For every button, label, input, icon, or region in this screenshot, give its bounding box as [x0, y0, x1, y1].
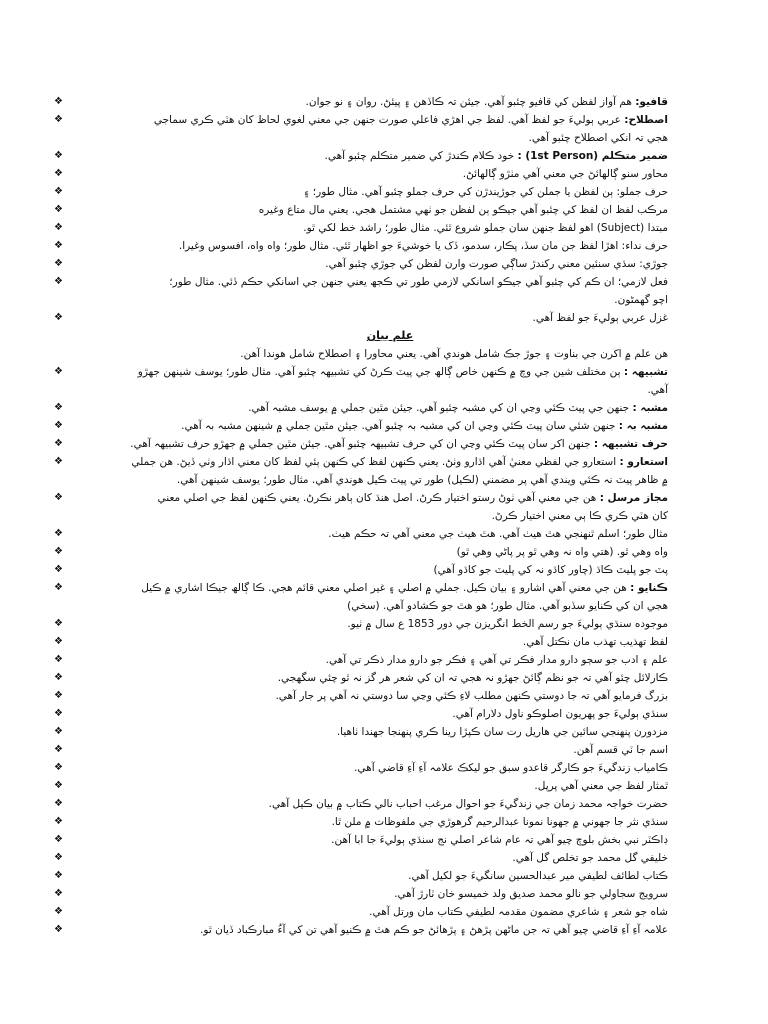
text-line — [54, 219, 668, 237]
bullet-icon: ❖ — [54, 420, 63, 431]
line-text: غزل عربي ٻوليءَ جو لفظ آهي. — [532, 312, 668, 324]
line-text: جوڙي: سڌي سنئين معني رکندڙ ساڳي صورت وارن لفظن کي جوڙي چئبو آهي. — [325, 258, 668, 270]
bullet-icon: ❖ — [54, 168, 63, 179]
line-text: مثال طور؛ اسلم ٿنهنجي هٿ هيٺ آهي. هٿ هيٺ جي معني آهي تہ حڪم هيٺ. — [328, 528, 668, 540]
text-line — [54, 867, 668, 885]
line-text: ٻن مختلف شين جي وچ ۾ ڪنهن خاص ڳالھ جي پيٽ ڪرڻ کي تشبيهہ چئبو آهي. مثال طور؛ يوسف شينهن جهڙو — [137, 366, 621, 378]
line-text: موجوده سنڌي ٻوليءَ جو رسم الخط انگريزن جي دور 1853 ع سال ۾ ٺيو. — [347, 618, 668, 630]
line-text: خليفي گل محمد جو تخلص گل آهي. — [512, 852, 668, 864]
bullet-icon: ❖ — [54, 492, 63, 503]
line-text: حرف جملو: ٻن لفظن يا جملن کي جوڙيندڙن کي حرف جملو چئبو آهي. مثال طور؛ ۽ — [303, 186, 668, 198]
term-label: قافيو: — [635, 96, 668, 108]
line-text: حرف نداء: اهڙا لفظ جن مان سڏ، پڪار، سدمو، ڏک يا خوشيءَ جو اظهار ٿئي. مثال طور؛ واه واه، افسوس وغيرا. — [178, 240, 668, 252]
term-label: مشبہ : — [632, 402, 668, 414]
text-line — [112, 345, 668, 363]
bullet-icon: ❖ — [54, 312, 63, 323]
text-line — [54, 201, 668, 219]
bullet-icon: ❖ — [54, 204, 63, 215]
bullet-icon: ❖ — [54, 276, 63, 287]
line-text: مرڪب لفظ ان لفظ کي چئبو آهي جيڪو ٻن لفظن جو ٺهي مشتمل هجي. يعني مال متاع وغيره — [258, 204, 668, 216]
term-label: حرف تشبيهہ : — [593, 438, 668, 450]
text-line — [112, 597, 668, 615]
text-line — [54, 759, 668, 777]
line-text: هجي تہ انکي اصطلاح چئبو آهي. — [528, 132, 668, 144]
text-line — [112, 507, 668, 525]
text-line — [112, 471, 668, 489]
line-text: ڪتاب لطائف لطيفي مير عبدالحسين سانگيءَ جو لکيل آهي. — [408, 870, 668, 882]
term-label: مجاز مرسل : — [599, 492, 668, 504]
text-line — [54, 687, 668, 705]
line-text: پٽ جو پليٽ ڪاڌ (چاور کاڌو نہ کي پليٽ جو کاڌو آهي) — [433, 564, 668, 576]
bullet-icon: ❖ — [54, 402, 63, 413]
bullet-icon: ❖ — [54, 564, 63, 575]
text-line — [54, 453, 668, 471]
text-line — [112, 291, 668, 309]
text-line — [54, 363, 668, 381]
line-text: خود ڪلام ڪندڙ کي ضمير متڪلم چئبو آهي. — [324, 150, 515, 162]
document-body — [54, 93, 668, 939]
text-line — [112, 381, 668, 399]
bullet-icon: ❖ — [54, 150, 63, 161]
bullet-icon: ❖ — [54, 852, 63, 863]
text-line — [54, 111, 668, 129]
line-text: هن جي معني آهي ٺوڻ رستو اختيار ڪرڻ. اصل هنڌ کان ٻاهر نڪرڻ. يعني ڪنهن لفظ جي اصلي معني — [157, 492, 597, 504]
notes-list-part2 — [54, 345, 668, 939]
bullet-icon: ❖ — [54, 618, 63, 629]
bullet-icon: ❖ — [54, 240, 63, 251]
text-line — [54, 723, 668, 741]
term-label: ڪنايو : — [630, 582, 668, 594]
bullet-icon: ❖ — [54, 438, 63, 449]
bullet-icon: ❖ — [54, 222, 63, 233]
text-line — [54, 93, 668, 111]
line-text: سنڌي نثر جا جهوني ۾ جهونا نمونا عبدالرحيم گرهوڙي جي ملفوظات ۾ ملن ٿا. — [331, 816, 668, 828]
line-text: محاور سنو ڳالهائڻ جي معني آهي مٺڙو ڳالهائڻ. — [462, 168, 668, 180]
text-line — [54, 561, 668, 579]
text-line — [54, 921, 668, 939]
line-text: هن جي معني آهي اشارو ۽ بيان ڪيل. جملي ۾ اصلي ۽ غير اصلي معني قائم هجي. ڪا ڳالھ جيڪا اشاري ۾ ڪيل — [141, 582, 627, 594]
text-line — [54, 741, 668, 759]
bullet-icon: ❖ — [54, 762, 63, 773]
bullet-icon: ❖ — [54, 186, 63, 197]
bullet-icon: ❖ — [54, 114, 63, 125]
text-line — [54, 579, 668, 597]
line-text: جنهن اکر سان پيٽ ڪئي وڃي ان کي حرف تشبيهہ چئبو آهي. جيئن مٿين جملي ۾ جهڙو حرف تشبيهہ آهي. — [130, 438, 591, 450]
line-text: اسم جا ٽي قسم آهن. — [573, 744, 668, 756]
line-text: مزدورن پنهنجي سائين جي هاريل رت سان ڪپڙا رينا ڪري پنهنجا جهندا ٺاهيا. — [336, 726, 668, 738]
line-text: لفظ تهذيب تهذب مان نڪتل آهي. — [522, 636, 668, 648]
line-text: ڊاڪٽر نبي بخش بلوچ چيو آهي تہ عام شاعر اصلي نج سنڌي ٻوليءَ جا ابا آهن. — [331, 834, 668, 846]
line-text: کان هٽي ڪري ڪا ٻي معني اختيار ڪرڻ. — [491, 510, 668, 522]
line-text: فعل لازمي؛ ان ڪم کي چئبو آهي جيڪو اسانکي لازمي طور تي ڪجھ يعني جنهن جي اسانکي حڪم ڏئي. مثال طور؛ — [169, 276, 668, 288]
bullet-icon: ❖ — [54, 726, 63, 737]
text-line — [54, 777, 668, 795]
bullet-icon: ❖ — [54, 708, 63, 719]
term-label: تشبيهہ : — [623, 366, 668, 378]
text-line — [54, 489, 668, 507]
line-text: سنڌي ٻوليءَ جو پهريون اصلوڪو ناول دلارام آهي. — [452, 708, 668, 720]
line-text: مبتدا (Subject) اهو لفظ جنهن سان جملو شروع ٿئي. مثال طور؛ راشد خط لکي ٿو. — [303, 222, 668, 234]
line-text: هجي ان کي ڪنايو سڏبو آهي. مثال طور؛ هو هٿ جو ڪشادو آهي. (سخي) — [347, 600, 668, 612]
line-text: ڪارلائل چئو آهي تہ جو نظم ڳائڻ جهڙو نہ هجي تہ ان کي شعر هر گز نہ ٿو چئي سگهجي. — [277, 672, 668, 684]
bullet-icon: ❖ — [54, 528, 63, 539]
text-line — [54, 633, 668, 651]
text-line — [54, 813, 668, 831]
bullet-icon: ❖ — [54, 582, 63, 593]
line-text: عربي ٻوليءَ جو لفظ آهي. لفظ جي اهڙي فاعلي صورت جنهن جي معني لغوي لحاظ کان هٽي ڪري سماجي — [153, 114, 621, 126]
text-line — [54, 237, 668, 255]
bullet-icon: ❖ — [54, 672, 63, 683]
text-line — [54, 669, 668, 687]
text-line — [54, 615, 668, 633]
bullet-icon: ❖ — [54, 366, 63, 377]
text-line — [112, 129, 668, 147]
text-line — [54, 903, 668, 921]
text-line — [54, 849, 668, 867]
line-text: هم آواز لفظن کي قافيو چئبو آهي. جيئن تہ ڪاڏهن ۽ پيئڻ. روان ۽ نو جوان. — [305, 96, 632, 108]
term-label: اصطلاح: — [624, 114, 668, 126]
line-text: واه وهي ٿو. (هتي واه نہ وهي ٿو پر پاڻي وهي ٿو) — [456, 546, 668, 558]
line-text: ٿمثار لفظ جي معني آهي پرپل. — [534, 780, 668, 792]
text-line — [54, 831, 668, 849]
bullet-icon: ❖ — [54, 636, 63, 647]
line-text: شاه جو شعر ۽ شاعري مضمون مقدمہ لطيفي ڪتاب مان ورتل آهي. — [369, 906, 668, 918]
text-line — [54, 543, 668, 561]
text-line — [54, 651, 668, 669]
bullet-icon: ❖ — [54, 924, 63, 935]
text-line — [54, 795, 668, 813]
line-text: جنهن شئي سان پيٽ ڪئي وڃي ان کي مشبہ بہ چئبو آهي. جيئن مٿين جملي ۾ شينهن مشبہ بہ آهي. — [181, 420, 616, 432]
text-line — [54, 273, 668, 291]
text-line — [54, 255, 668, 273]
bullet-icon: ❖ — [54, 816, 63, 827]
line-text: سرويج سجاولي جو نالو محمد صديق ولد خميسو خان ٽارڙ آهي. — [394, 888, 668, 900]
line-text: جنهن جي پيٽ ڪئي وڃي ان کي مشبہ چئبو آهي. جيئن مٿين جملي ۾ يوسف مشبہ آهي. — [248, 402, 630, 414]
line-text: بزرگ فرمايو آهي تہ جا دوستي ڪنهن مطلب لاءِ ڪئي وڃي سا دوستي نہ آهي پر جار آهي. — [275, 690, 668, 702]
text-line — [54, 885, 668, 903]
line-text: استعارو جي لفظي معنيٰ آهي اڌارو وٺڻ. يعني ڪنهن لفظ کي ڪنهن ٻئي لفظ کان معني اڌار وٺي ڏيڻ. هن جملي — [131, 456, 617, 468]
line-text: حضرت خواجہ محمد زمان جي زندگيءَ جو احوال مرغب احباب نالي ڪتاب ۾ بيان ڪيل آهي. — [268, 798, 668, 810]
term-label: استعارو : — [619, 456, 668, 468]
line-text: ڪامياب زندگيءَ جو ڪارگر قاعدو سبق جو ليکڪ علامہ آءِ آءِ قاضي آهي. — [354, 762, 668, 774]
term-label: ضمير متڪلم (1st Person) : — [517, 150, 668, 162]
bullet-icon: ❖ — [54, 690, 63, 701]
line-text: آهي. — [647, 384, 668, 396]
bullet-icon: ❖ — [54, 96, 63, 107]
bullet-icon: ❖ — [54, 870, 63, 881]
bullet-icon: ❖ — [54, 654, 63, 665]
section-title: علم بيان — [366, 329, 414, 342]
text-line — [54, 705, 668, 723]
bullet-icon: ❖ — [54, 834, 63, 845]
bullet-icon: ❖ — [54, 456, 63, 467]
text-line — [54, 147, 668, 165]
text-line — [54, 525, 668, 543]
bullet-icon: ❖ — [54, 798, 63, 809]
line-text: ۾ ظاهر پيٽ نہ ڪئي ويندي آهي پر مضمني (لڪيل) طور تي پيٽ ڪيل هوندي آهي. مثال طور؛ يوسف شينهن آهي. — [176, 474, 668, 486]
bullet-icon: ❖ — [54, 258, 63, 269]
bullet-icon: ❖ — [54, 744, 63, 755]
bullet-icon: ❖ — [54, 546, 63, 557]
text-line — [54, 399, 668, 417]
text-line — [54, 183, 668, 201]
term-label: مشبہ بہ : — [618, 420, 668, 432]
text-line — [54, 165, 668, 183]
bullet-icon: ❖ — [54, 888, 63, 899]
line-text: علامہ آءِ آءِ قاضي چيو آهي تہ جن ماڻهن پڙهڻ ۽ پڙهائڻ جو ڪم هٿ ۾ ڪنيو آهي تن کي آءُ مبارڪباد ڏيان ٿو. — [200, 924, 668, 936]
line-text: علم ۽ ادب جو سڄو دارو مدار فڪر تي آهي ۽ فڪر جو دارو مدار ذڪر تي آهي. — [325, 654, 668, 666]
text-line — [54, 309, 668, 327]
bullet-icon: ❖ — [54, 906, 63, 917]
bullet-icon: ❖ — [54, 780, 63, 791]
notes-list-part1 — [54, 93, 668, 327]
text-line — [54, 435, 668, 453]
text-line — [54, 417, 668, 435]
line-text: هن علم ۾ اکرن جي بناوت ۽ جوڙ جڪ شامل هوندي آهي. يعني محاورا ۽ اصطلاح شامل هوندا آهن. — [240, 348, 668, 360]
line-text: اچو گهمڻون. — [614, 294, 668, 306]
